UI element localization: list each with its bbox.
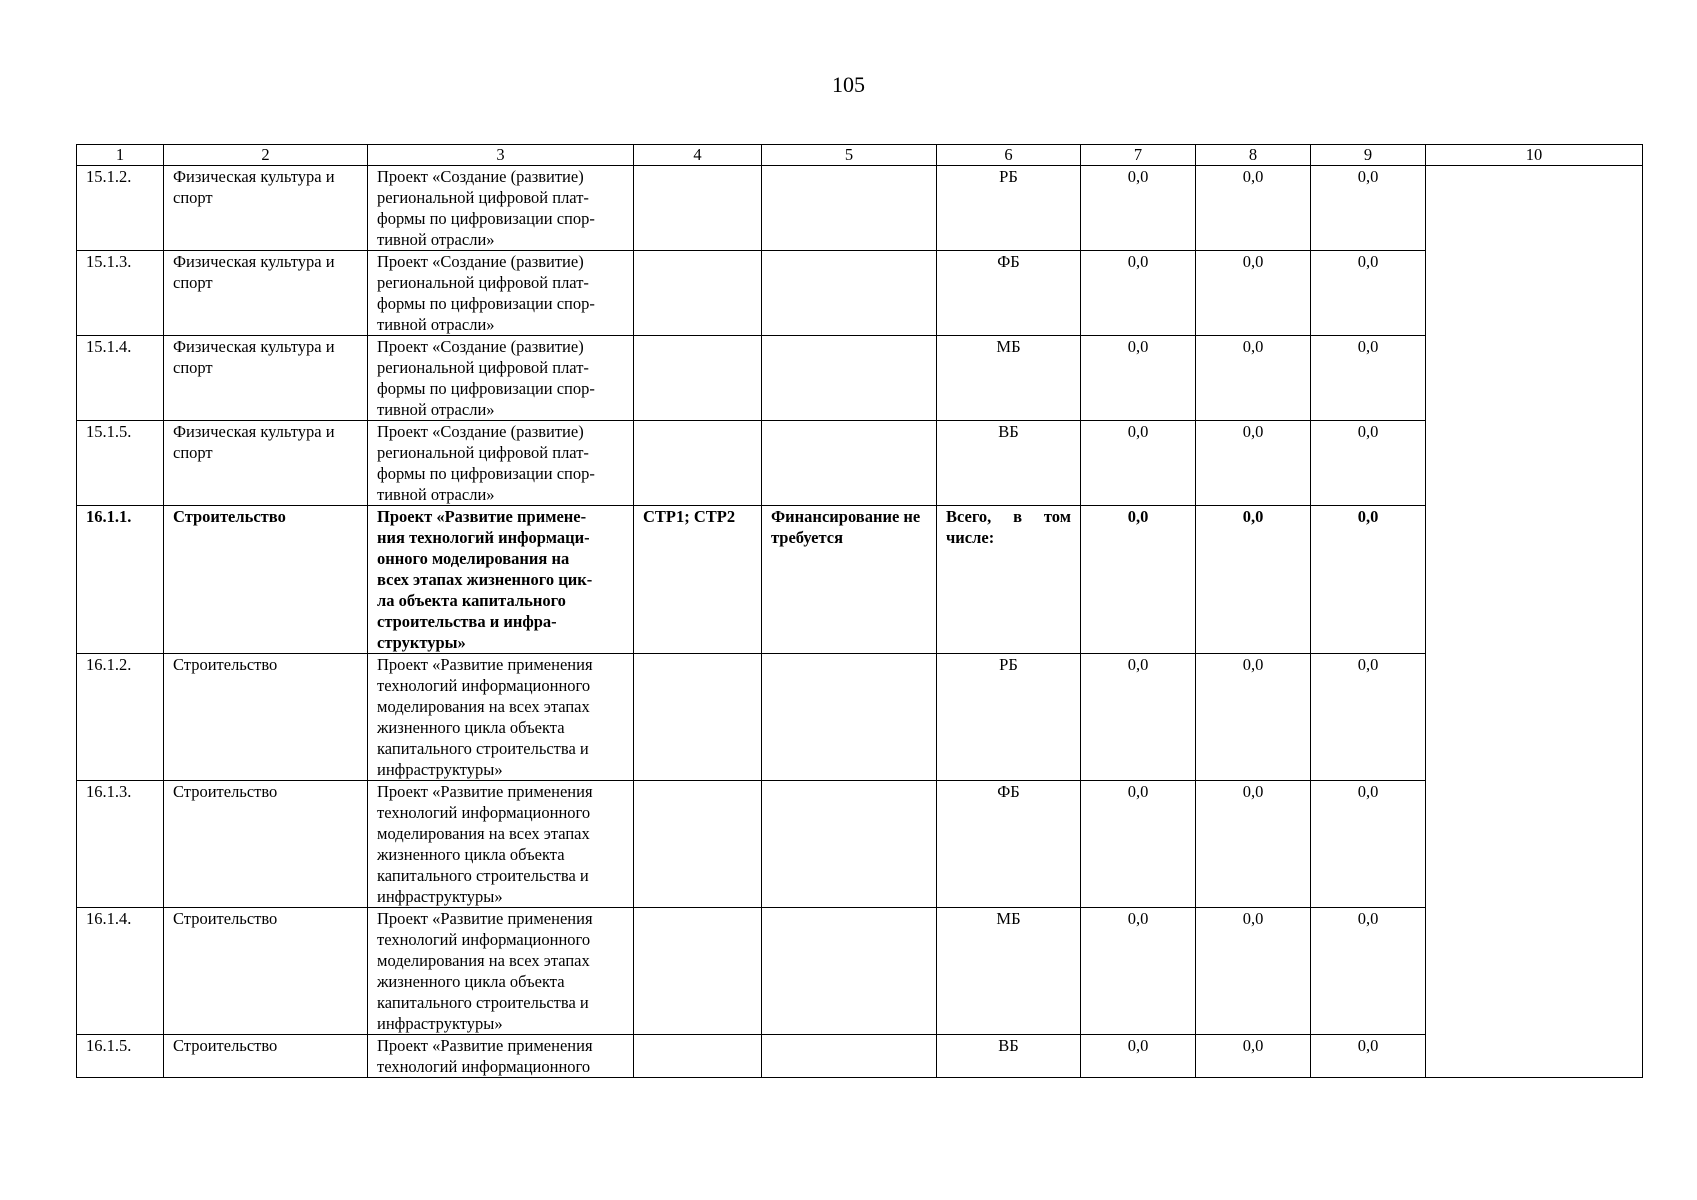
cell-area: Строительство: [164, 781, 368, 908]
table-row: [77, 781, 1643, 908]
cell-value-9: 0,0: [1311, 1035, 1426, 1078]
cell-financing-note: Финансирование не требуется: [762, 506, 937, 654]
cell-value-8: 0,0: [1196, 654, 1311, 781]
cell-value-7: 0,0: [1081, 908, 1196, 1035]
project-line: технологий информационного: [377, 930, 591, 949]
project-line: жизненного цикла объекта: [377, 972, 565, 991]
cell-project: [368, 506, 634, 654]
cell-value-9: 0,0: [1311, 781, 1426, 908]
cell-financing-note: [762, 251, 937, 336]
project-line: тивной отрасли»: [377, 230, 495, 249]
table-row: [77, 908, 1643, 1035]
cell-value-7: 0,0: [1081, 654, 1196, 781]
cell-project: [368, 166, 634, 251]
project-line: Проект «Создание (развитие): [377, 252, 584, 271]
column-header: 1: [77, 145, 164, 166]
cell-project: [368, 1035, 634, 1078]
cell-code: 15.1.3.: [77, 251, 164, 336]
table-row: [77, 1035, 1643, 1078]
cell-area: Строительство: [164, 1035, 368, 1078]
column-header: 4: [634, 145, 762, 166]
cell-financing-note: [762, 166, 937, 251]
project-line: региональной цифровой плат-: [377, 273, 589, 292]
project-line: тивной отрасли»: [377, 400, 495, 419]
cell-value-7: 0,0: [1081, 421, 1196, 506]
column-header: 9: [1311, 145, 1426, 166]
cell-code: 16.1.1.: [77, 506, 164, 654]
cell-value-9: 0,0: [1311, 421, 1426, 506]
cell-indicator: [634, 654, 762, 781]
project-line: формы по цифровизации спор-: [377, 209, 595, 228]
project-line: моделирования на всех этапах: [377, 697, 590, 716]
cell-value-9: 0,0: [1311, 506, 1426, 654]
cell-area: Строительство: [164, 506, 368, 654]
project-line: инфраструктуры»: [377, 887, 503, 906]
project-line: жизненного цикла объекта: [377, 718, 565, 737]
project-line: формы по цифровизации спор-: [377, 464, 595, 483]
cell-area: Физическая культура и спорт: [164, 166, 368, 251]
cell-financing-note: [762, 908, 937, 1035]
table-row: [77, 654, 1643, 781]
cell-value-9: 0,0: [1311, 336, 1426, 421]
project-line: формы по цифровизации спор-: [377, 379, 595, 398]
cell-indicator: [634, 421, 762, 506]
cell-column-10: [1426, 166, 1643, 1078]
project-line: технологий информационного: [377, 1057, 591, 1076]
cell-value-9: 0,0: [1311, 166, 1426, 251]
project-line: региональной цифровой плат-: [377, 188, 589, 207]
project-line: Проект «Развитие применения: [377, 909, 593, 928]
project-line: инфраструктуры»: [377, 760, 503, 779]
cell-area: Физическая культура и спорт: [164, 421, 368, 506]
project-line: моделирования на всех этапах: [377, 951, 590, 970]
cell-value-8: 0,0: [1196, 908, 1311, 1035]
table-row: [77, 421, 1643, 506]
cell-value-7: 0,0: [1081, 336, 1196, 421]
project-line: тивной отрасли»: [377, 315, 495, 334]
cell-indicator: СТР1; СТР2: [634, 506, 762, 654]
project-line: Проект «Развитие применения: [377, 782, 593, 801]
cell-budget-source: МБ: [937, 336, 1081, 421]
cell-area: Строительство: [164, 654, 368, 781]
project-line: всех этапах жизненного цик-: [377, 570, 593, 589]
project-line: Проект «Развитие примене-: [377, 507, 587, 526]
cell-project: [368, 781, 634, 908]
cell-financing-note: [762, 1035, 937, 1078]
cell-budget-source: ВБ: [937, 421, 1081, 506]
cell-value-8: 0,0: [1196, 166, 1311, 251]
project-line: капитального строительства и: [377, 993, 589, 1012]
cell-value-7: 0,0: [1081, 1035, 1196, 1078]
cell-value-8: 0,0: [1196, 1035, 1311, 1078]
cell-code: 16.1.5.: [77, 1035, 164, 1078]
project-line: ла объекта капитального: [377, 591, 566, 610]
cell-value-7: 0,0: [1081, 251, 1196, 336]
table-row: [77, 251, 1643, 336]
cell-budget-source: Всего, в том числе:: [937, 506, 1081, 654]
cell-value-8: 0,0: [1196, 506, 1311, 654]
table-row: [77, 506, 1643, 654]
cell-financing-note: [762, 781, 937, 908]
cell-value-8: 0,0: [1196, 251, 1311, 336]
project-line: формы по цифровизации спор-: [377, 294, 595, 313]
cell-budget-source: ВБ: [937, 1035, 1081, 1078]
cell-value-7: 0,0: [1081, 781, 1196, 908]
cell-area: Физическая культура и спорт: [164, 251, 368, 336]
project-line: капитального строительства и: [377, 866, 589, 885]
cell-project: [368, 421, 634, 506]
project-line: структуры»: [377, 633, 466, 652]
cell-area: Физическая культура и спорт: [164, 336, 368, 421]
project-line: ния технологий информаци-: [377, 528, 590, 547]
project-line: моделирования на всех этапах: [377, 824, 590, 843]
cell-budget-source: РБ: [937, 654, 1081, 781]
cell-value-7: 0,0: [1081, 166, 1196, 251]
cell-code: 15.1.4.: [77, 336, 164, 421]
cell-value-8: 0,0: [1196, 781, 1311, 908]
project-line: Проект «Развитие применения: [377, 1036, 593, 1055]
cell-code: 16.1.4.: [77, 908, 164, 1035]
cell-financing-note: [762, 654, 937, 781]
project-line: тивной отрасли»: [377, 485, 495, 504]
column-header: 5: [762, 145, 937, 166]
cell-budget-source: МБ: [937, 908, 1081, 1035]
column-header: 7: [1081, 145, 1196, 166]
cell-budget-source: РБ: [937, 166, 1081, 251]
cell-area: Строительство: [164, 908, 368, 1035]
column-header: 6: [937, 145, 1081, 166]
page-number: 105: [832, 72, 865, 97]
column-header: 10: [1426, 145, 1643, 166]
column-header: 8: [1196, 145, 1311, 166]
cell-indicator: [634, 336, 762, 421]
budget-table: [76, 144, 1643, 1078]
cell-budget-source: ФБ: [937, 781, 1081, 908]
cell-project: [368, 908, 634, 1035]
project-line: Проект «Создание (развитие): [377, 167, 584, 186]
cell-code: 16.1.3.: [77, 781, 164, 908]
column-header: 2: [164, 145, 368, 166]
cell-indicator: [634, 166, 762, 251]
project-line: Проект «Создание (развитие): [377, 337, 584, 356]
cell-project: [368, 251, 634, 336]
cell-value-8: 0,0: [1196, 336, 1311, 421]
table-row: [77, 166, 1643, 251]
cell-indicator: [634, 908, 762, 1035]
cell-indicator: [634, 1035, 762, 1078]
project-line: технологий информационного: [377, 803, 591, 822]
cell-value-8: 0,0: [1196, 421, 1311, 506]
cell-value-9: 0,0: [1311, 908, 1426, 1035]
cell-project: [368, 336, 634, 421]
cell-value-7: 0,0: [1081, 506, 1196, 654]
cell-code: 16.1.2.: [77, 654, 164, 781]
project-line: строительства и инфра-: [377, 612, 557, 631]
column-header: 3: [368, 145, 634, 166]
project-line: капитального строительства и: [377, 739, 589, 758]
project-line: Проект «Создание (развитие): [377, 422, 584, 441]
project-line: Проект «Развитие применения: [377, 655, 593, 674]
cell-project: [368, 654, 634, 781]
project-line: жизненного цикла объекта: [377, 845, 565, 864]
project-line: инфраструктуры»: [377, 1014, 503, 1033]
cell-value-9: 0,0: [1311, 654, 1426, 781]
cell-code: 15.1.5.: [77, 421, 164, 506]
cell-code: 15.1.2.: [77, 166, 164, 251]
cell-financing-note: [762, 421, 937, 506]
cell-budget-source: ФБ: [937, 251, 1081, 336]
project-line: технологий информационного: [377, 676, 591, 695]
project-line: региональной цифровой плат-: [377, 443, 589, 462]
column-number-row: [77, 145, 1643, 166]
project-line: онного моделирования на: [377, 549, 570, 568]
project-line: региональной цифровой плат-: [377, 358, 589, 377]
cell-indicator: [634, 781, 762, 908]
cell-financing-note: [762, 336, 937, 421]
table-row: [77, 336, 1643, 421]
cell-value-9: 0,0: [1311, 251, 1426, 336]
cell-indicator: [634, 251, 762, 336]
